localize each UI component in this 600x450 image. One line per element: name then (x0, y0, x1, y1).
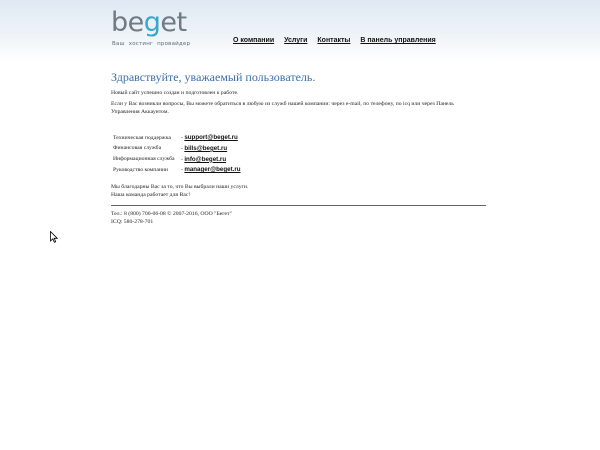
top-nav (233, 29, 442, 47)
nav-control-panel-link[interactable]: В панель управления (360, 37, 436, 44)
logo-tagline: Ваш хостинг провайдер (112, 41, 191, 47)
header-bar (0, 0, 600, 62)
contact-row (113, 155, 241, 166)
footer (111, 211, 232, 226)
footer-phone: Тел.: 8 (800) 700-06-08 © 2007-2016, ООО "Бегет" (111, 211, 232, 217)
contact-label: Информационная служба (113, 156, 175, 163)
main-content (111, 70, 491, 225)
contact-row (113, 165, 241, 176)
contact-row (113, 144, 241, 155)
help-text: Если у Вас возникли вопросы, Вы можете обратиться в любую из служб нашей компании: через e-mail, по телефону, по icq или через Панель Управления Аккаунтом. (111, 101, 454, 115)
contact-separator: - manager@beget.ru (181, 166, 241, 174)
contact-row (113, 133, 241, 144)
contact-separator: - info@beget.ru (181, 155, 227, 163)
nav-services-link[interactable]: Услуги (284, 37, 308, 44)
contact-label: Финансовая служба (113, 145, 162, 152)
nav-about-link[interactable]: О компании (233, 37, 275, 44)
footer-divider (111, 205, 486, 206)
thanks-text (111, 184, 248, 199)
page-title: Здравствуйте, уважаемый пользователь. (111, 70, 316, 84)
nav-contacts-link[interactable]: Контакты (317, 37, 351, 44)
bills-email-link[interactable]: bills@beget.ru (184, 144, 228, 152)
thanks-line: Наша команда работает для Вас! (111, 191, 191, 198)
contact-label: Техническая поддержка (113, 134, 171, 141)
beget-logo[interactable] (111, 7, 201, 55)
footer-icq: ICQ: 580-278-701 (111, 218, 154, 225)
info-email-link[interactable]: info@beget.ru (184, 155, 227, 163)
contact-label: Руководство компании (113, 166, 168, 173)
mouse-cursor-icon (50, 231, 58, 243)
contacts-table (113, 133, 241, 176)
support-email-link[interactable]: support@beget.ru (184, 134, 238, 141)
thanks-line: Мы благодарны Вас за то, что Вы выбрали наши услуги. (111, 184, 249, 190)
contact-separator: - bills@beget.ru (181, 144, 228, 152)
contact-separator: - support@beget.ru (181, 134, 238, 141)
manager-email-link[interactable]: manager@beget.ru (184, 166, 241, 174)
logo-wordmark: beget (111, 7, 187, 38)
intro-text: Новый сайт успешно создан и подготовлен к работе. (111, 90, 239, 96)
